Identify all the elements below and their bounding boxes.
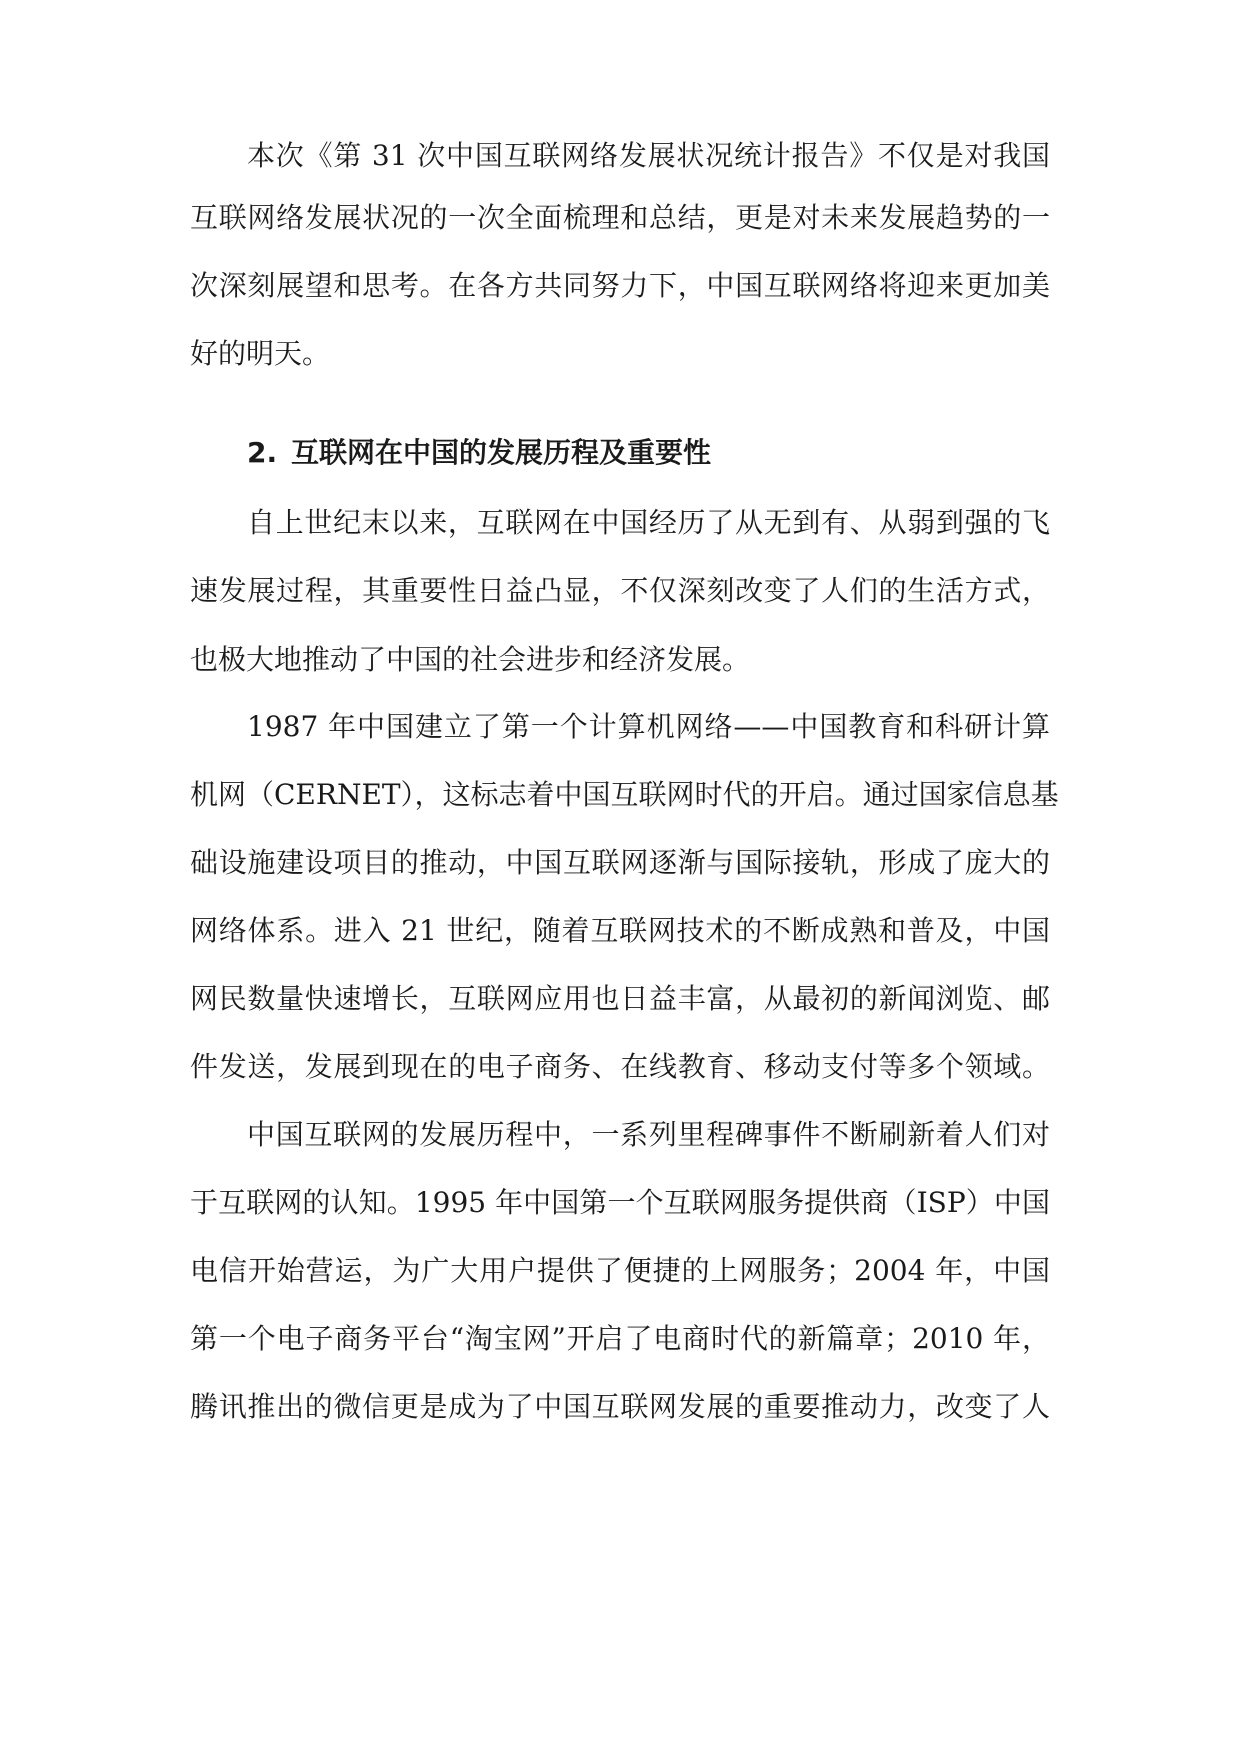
paragraph-line: 好的明天。 bbox=[190, 337, 331, 370]
paragraph-line: 也极大地推动了中国的社会进步和经济发展。 bbox=[190, 643, 751, 676]
paragraph-line: 次深刻展望和思考。在各方共同努力下，中国互联网络将迎来更加美 bbox=[190, 269, 1050, 302]
paragraph-line: 电信开始营运，为广大用户提供了便捷的上网服务；2004 年，中国 bbox=[190, 1254, 1050, 1287]
paragraph-line: 网民数量快速增长，互联网应用也日益丰富，从最初的新闻浏览、邮 bbox=[190, 982, 1050, 1015]
paragraph-line: 第一个电子商务平台“淘宝网”开启了电商时代的新篇章；2010 年， bbox=[190, 1322, 1050, 1355]
paragraph-line: 件发送，发展到现在的电子商务、在线教育、移动支付等多个领域。 bbox=[190, 1050, 1050, 1083]
paragraph-line: 互联网络发展状况的一次全面梳理和总结，更是对未来发展趋势的一 bbox=[190, 201, 1050, 234]
section-title: 互联网在中国的发展历程及重要性 bbox=[291, 436, 712, 469]
paragraph-line: 础设施建设项目的推动，中国互联网逐渐与国际接轨，形成了庞大的 bbox=[190, 846, 1050, 879]
paragraph-line: 机网（CERNET），这标志着中国互联网时代的开启。通过国家信息基 bbox=[190, 778, 1059, 811]
paragraph-line: 中国互联网的发展历程中，一系列里程碑事件不断刷新着人们对 bbox=[247, 1118, 1050, 1151]
paragraph-line: 速发展过程，其重要性日益凸显，不仅深刻改变了人们的生活方式， bbox=[190, 574, 1050, 607]
paragraph-line: 1987 年中国建立了第一个计算机网络——中国教育和科研计算 bbox=[247, 710, 1050, 743]
section-number: 2. bbox=[247, 436, 278, 469]
paragraph-line: 本次《第 31 次中国互联网络发展状况统计报告》不仅是对我国 bbox=[247, 139, 1050, 172]
paragraph-line: 网络体系。进入 21 世纪，随着互联网技术的不断成熟和普及，中国 bbox=[190, 914, 1050, 947]
section-heading bbox=[247, 433, 711, 473]
paragraph-line: 于互联网的认知。1995 年中国第一个互联网服务提供商（ISP）中国 bbox=[190, 1186, 1050, 1219]
paragraph-line: 自上世纪末以来，互联网在中国经历了从无到有、从弱到强的飞 bbox=[247, 506, 1050, 539]
paragraph-line: 腾讯推出的微信更是成为了中国互联网发展的重要推动力，改变了人 bbox=[190, 1390, 1050, 1423]
